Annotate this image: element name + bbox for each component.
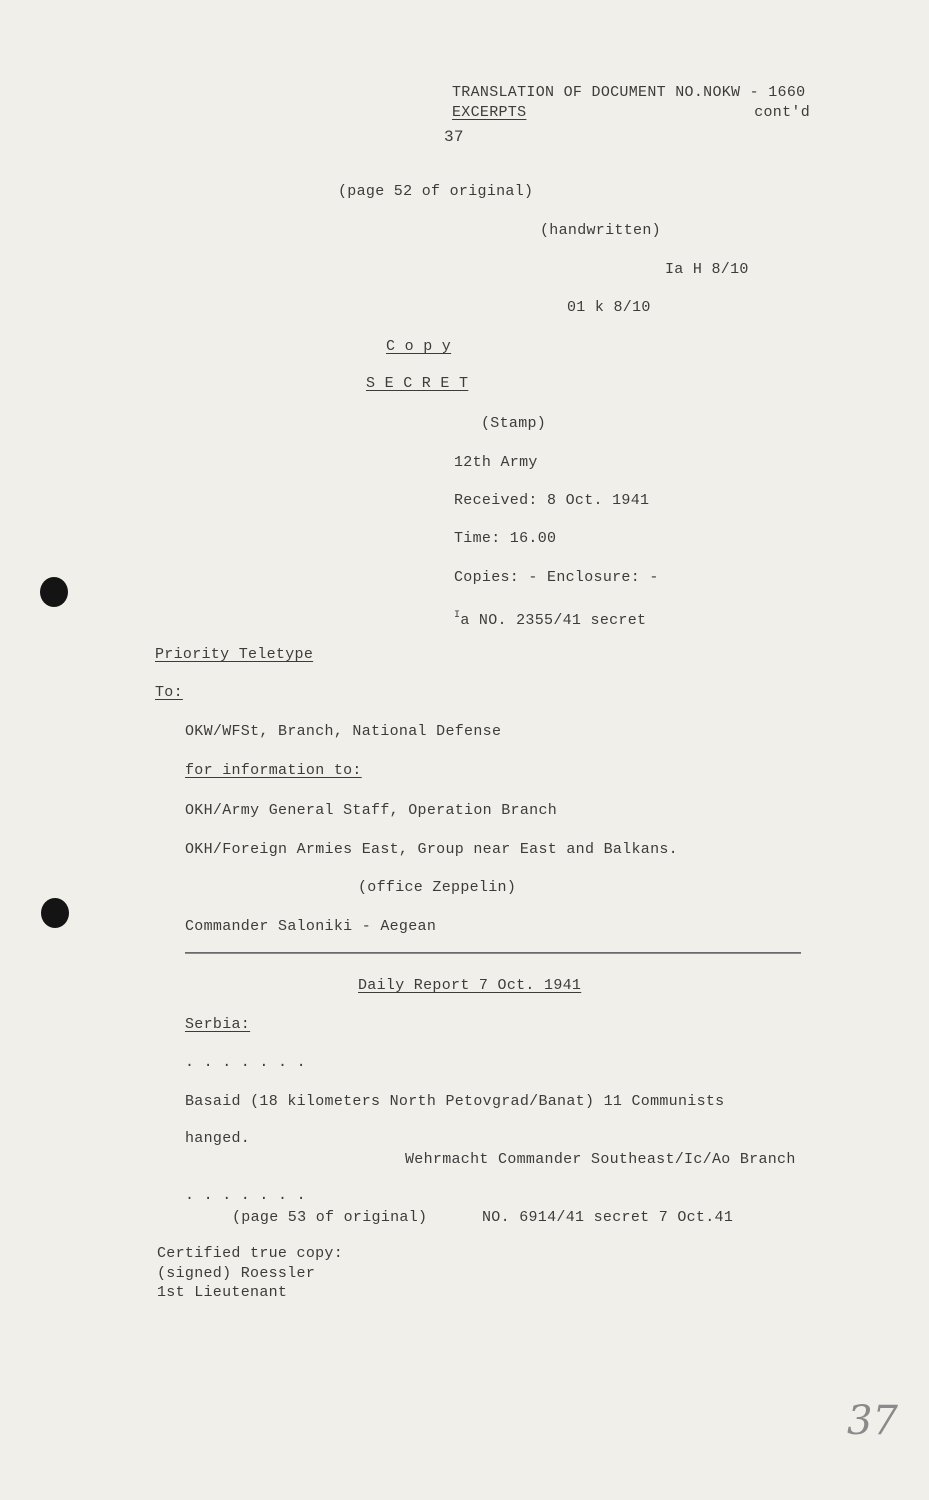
page-reference-2: (page 53 of original): [232, 1209, 428, 1226]
reference-number-sup: I: [454, 610, 461, 621]
doc-header-title: TRANSLATION OF DOCUMENT NO.NOKW - 1660: [452, 84, 806, 101]
received-time: Time: 16.00: [454, 530, 557, 547]
handwritten-page-number: 37: [847, 1398, 898, 1444]
report-body-line-2: hanged.: [185, 1130, 251, 1147]
punch-hole-top: [40, 577, 68, 607]
secret-label: S E C R E T: [366, 375, 469, 392]
priority-teletype: Priority Teletype: [155, 646, 314, 663]
info-recipient-2: OKH/Foreign Armies East, Group near East and Balkans.: [185, 841, 678, 858]
info-recipient-4: Commander Saloniki - Aegean: [185, 918, 437, 935]
to-label: To:: [155, 684, 183, 701]
ellipsis-1: . . . . . . .: [185, 1054, 306, 1071]
copy-label: C o p y: [386, 338, 452, 355]
doc-header-excerpts: [452, 104, 810, 122]
for-information-label: for information to:: [185, 762, 362, 779]
ellipsis-2: . . . . . . .: [185, 1187, 306, 1204]
stamp-label: (Stamp): [481, 415, 547, 432]
page-reference: (page 52 of original): [338, 183, 534, 200]
contd-label: cont'd: [754, 104, 810, 121]
punch-hole-bottom: [41, 898, 69, 928]
page-number: 37: [444, 128, 464, 146]
handwritten-note: (handwritten): [540, 222, 661, 239]
separator-rule: [185, 952, 801, 954]
excerpts-label: EXCERPTS: [452, 104, 527, 121]
report-signoff: Wehrmacht Commander Southeast/Ic/Ao Branch: [405, 1151, 796, 1168]
reference-ia: Ia H 8/10: [665, 261, 749, 278]
reference-01k: 01 k 8/10: [567, 299, 651, 316]
certified-line-3: 1st Lieutenant: [157, 1284, 288, 1301]
copies-enclosure: Copies: - Enclosure: -: [454, 569, 659, 586]
info-recipient-1: OKH/Army General Staff, Operation Branch: [185, 802, 558, 819]
report-body-line-1: Basaid (18 kilometers North Petovgrad/Banat) 11 Communists: [185, 1093, 725, 1110]
reference-number: [454, 607, 646, 630]
certified-line-1: Certified true copy:: [157, 1245, 344, 1262]
report-title: Daily Report 7 Oct. 1941: [358, 977, 582, 994]
info-recipient-3: (office Zeppelin): [358, 879, 517, 896]
reference-number-2: NO. 6914/41 secret 7 Oct.41: [482, 1209, 734, 1226]
army-label: 12th Army: [454, 454, 538, 471]
certified-line-2: (signed) Roessler: [157, 1265, 316, 1282]
section-serbia: Serbia:: [185, 1016, 251, 1033]
recipient: OKW/WFSt, Branch, National Defense: [185, 723, 502, 740]
received-date: Received: 8 Oct. 1941: [454, 492, 650, 509]
reference-number-text: a NO. 2355/41 secret: [460, 612, 647, 629]
